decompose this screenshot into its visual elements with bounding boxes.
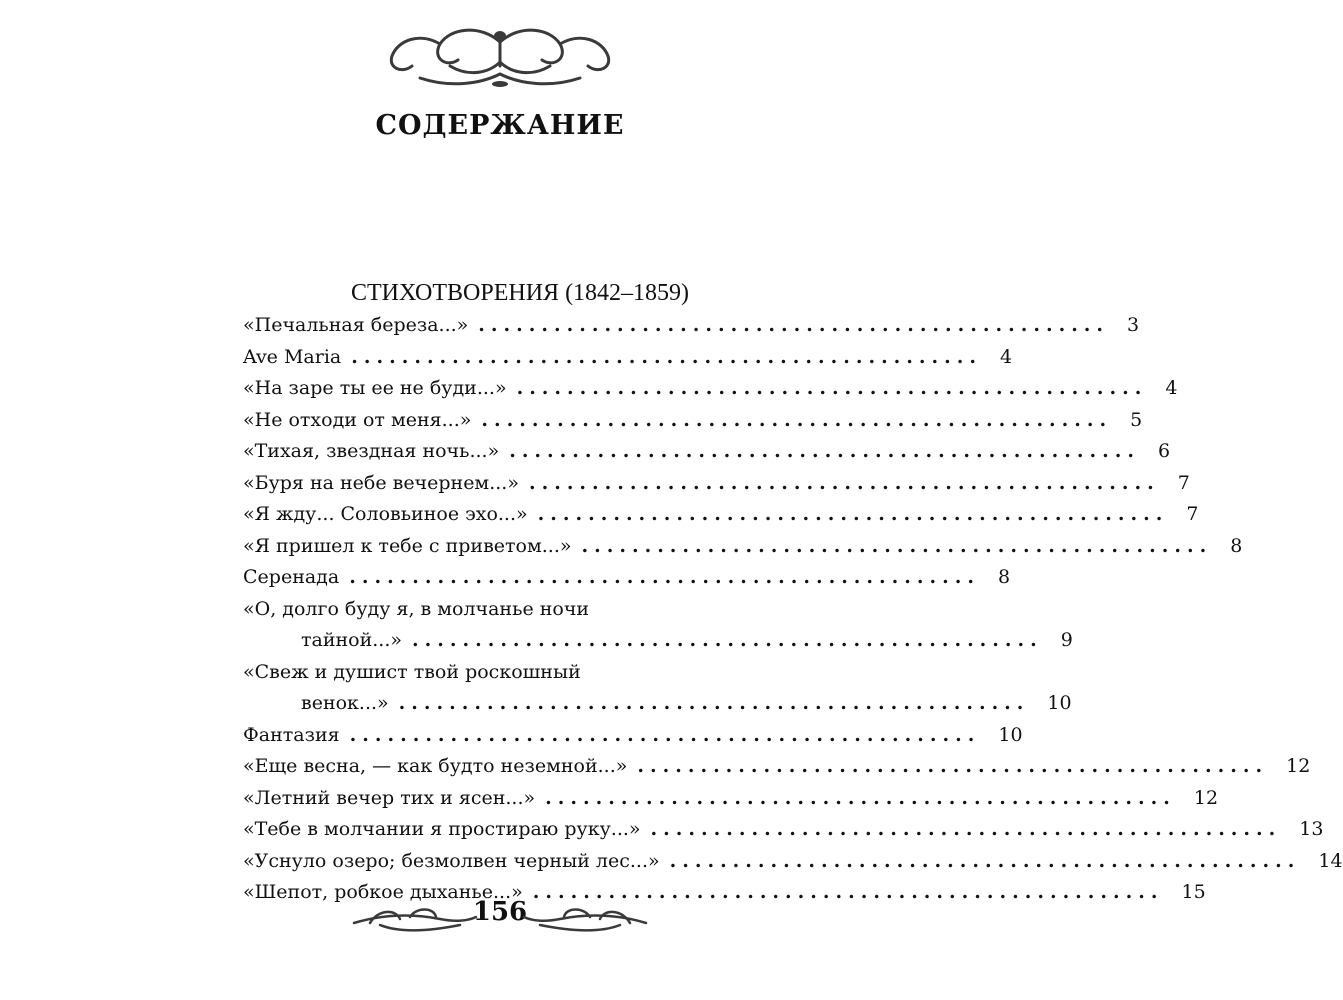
- toc-entry-page: 15: [1181, 881, 1206, 903]
- toc-entry-page: 8: [1230, 534, 1243, 557]
- toc-entry-title: «Буря на небе вечернем...»: [243, 471, 519, 494]
- toc-entry-title: «Свеж и душист твой роскошный: [243, 660, 581, 683]
- dot-leader: ..................................................: [669, 849, 1301, 872]
- toc-entry-page: 3: [1127, 314, 1140, 336]
- dot-leader: ..................................................: [349, 566, 980, 588]
- toc-entry-page: 7: [1186, 503, 1199, 525]
- toc-entry: [243, 783, 1219, 815]
- table-of-contents: [243, 310, 1343, 909]
- toc-entry-page: 10: [998, 723, 1023, 746]
- toc-entry: [243, 594, 1073, 657]
- toc-entry-page: 10: [1047, 692, 1072, 714]
- toc-entry-title: «Уснуло озеро; безмолвен черный лес...»: [243, 849, 660, 872]
- toc-entry-page: 5: [1130, 408, 1143, 431]
- dot-leader: ..................................................: [650, 818, 1282, 840]
- page-number: 156: [472, 897, 528, 927]
- dot-leader: ..................................................: [478, 314, 1110, 336]
- toc-entry-title: «Я жду... Соловьиное эхо...»: [243, 503, 528, 525]
- toc-entry-page: 7: [1177, 471, 1190, 494]
- toc-entry-page: 4: [1165, 377, 1178, 399]
- toc-entry-title: «О, долго буду я, в молчанье ночи: [243, 597, 590, 620]
- dot-leader: ..................................................: [398, 692, 1030, 714]
- toc-entry: [243, 531, 1243, 563]
- dot-leader: ..................................................: [509, 440, 1140, 462]
- toc-entry: [243, 499, 1199, 531]
- toc-entry: [243, 310, 1140, 342]
- toc-entry: [243, 814, 1324, 846]
- toc-entry-title: Ave Maria: [243, 345, 342, 368]
- toc-entry-title: «Не отходи от меня...»: [243, 408, 472, 431]
- dot-leader: ..................................................: [637, 755, 1269, 777]
- toc-entry-page: 12: [1286, 755, 1311, 777]
- dot-leader: ..................................................: [581, 534, 1213, 557]
- toc-entry: [243, 751, 1311, 783]
- toc-entry: [243, 562, 1011, 594]
- toc-entry-title: «Печальная береза...»: [243, 314, 469, 336]
- dot-leader: ..................................................: [481, 408, 1113, 431]
- toc-entry: [243, 846, 1343, 878]
- dot-leader: ..................................................: [545, 786, 1176, 809]
- toc-entry-title: «Я пришел к тебе с приветом...»: [243, 534, 572, 557]
- toc-entry: [243, 720, 1023, 752]
- toc-entry-page: 12: [1193, 786, 1219, 809]
- dot-leader: ..................................................: [351, 345, 982, 368]
- toc-entry-page: 4: [1000, 345, 1013, 368]
- toc-entry-page: 14: [1318, 849, 1343, 872]
- toc-entry-page: 6: [1157, 440, 1171, 462]
- toc-entry-title-continued: тайной...»: [301, 629, 403, 651]
- toc-entry: [243, 405, 1143, 437]
- toc-entry: [243, 373, 1178, 405]
- section-heading: СТИХОТВОРЕНИЯ (1842–1859): [350, 280, 690, 306]
- toc-entry: [243, 657, 1072, 720]
- toc-entry: [243, 436, 1171, 468]
- toc-entry-title: «Тихая, звездная ночь...»: [243, 440, 500, 462]
- top-ornament: [380, 22, 620, 94]
- toc-entry-title: «На заре ты ее не буди...»: [243, 377, 507, 399]
- toc-entry: [243, 342, 1013, 374]
- toc-entry-title: Фантазия: [243, 723, 340, 746]
- dot-leader: ..................................................: [528, 471, 1160, 494]
- dot-leader: ..................................................: [532, 881, 1164, 903]
- toc-entry-title-continued: венок...»: [301, 692, 389, 714]
- toc-entry: [243, 468, 1190, 500]
- page-footer: [340, 895, 660, 943]
- toc-entry-page: 13: [1299, 818, 1324, 840]
- footer-ornament-right: [520, 905, 650, 935]
- toc-entry-title: «Тебе в молчании я простираю руку...»: [243, 818, 641, 840]
- toc-entry-page: 9: [1060, 629, 1073, 651]
- page-title: СОДЕРЖАНИЕ: [375, 110, 625, 141]
- toc-entry-title: Серенада: [243, 566, 340, 588]
- dot-leader: ..................................................: [412, 629, 1043, 651]
- toc-entry-page: 8: [997, 566, 1011, 588]
- dot-leader: ..................................................: [516, 377, 1148, 399]
- dot-leader: ..................................................: [349, 723, 981, 746]
- toc-entry-title: «Шепот, робкое дыханье...»: [243, 881, 523, 903]
- toc-entry-title: «Еще весна, — как будто неземной...»: [243, 755, 628, 777]
- dot-leader: ..................................................: [537, 503, 1169, 525]
- toc-entry-title: «Летний вечер тих и ясен...»: [243, 786, 536, 809]
